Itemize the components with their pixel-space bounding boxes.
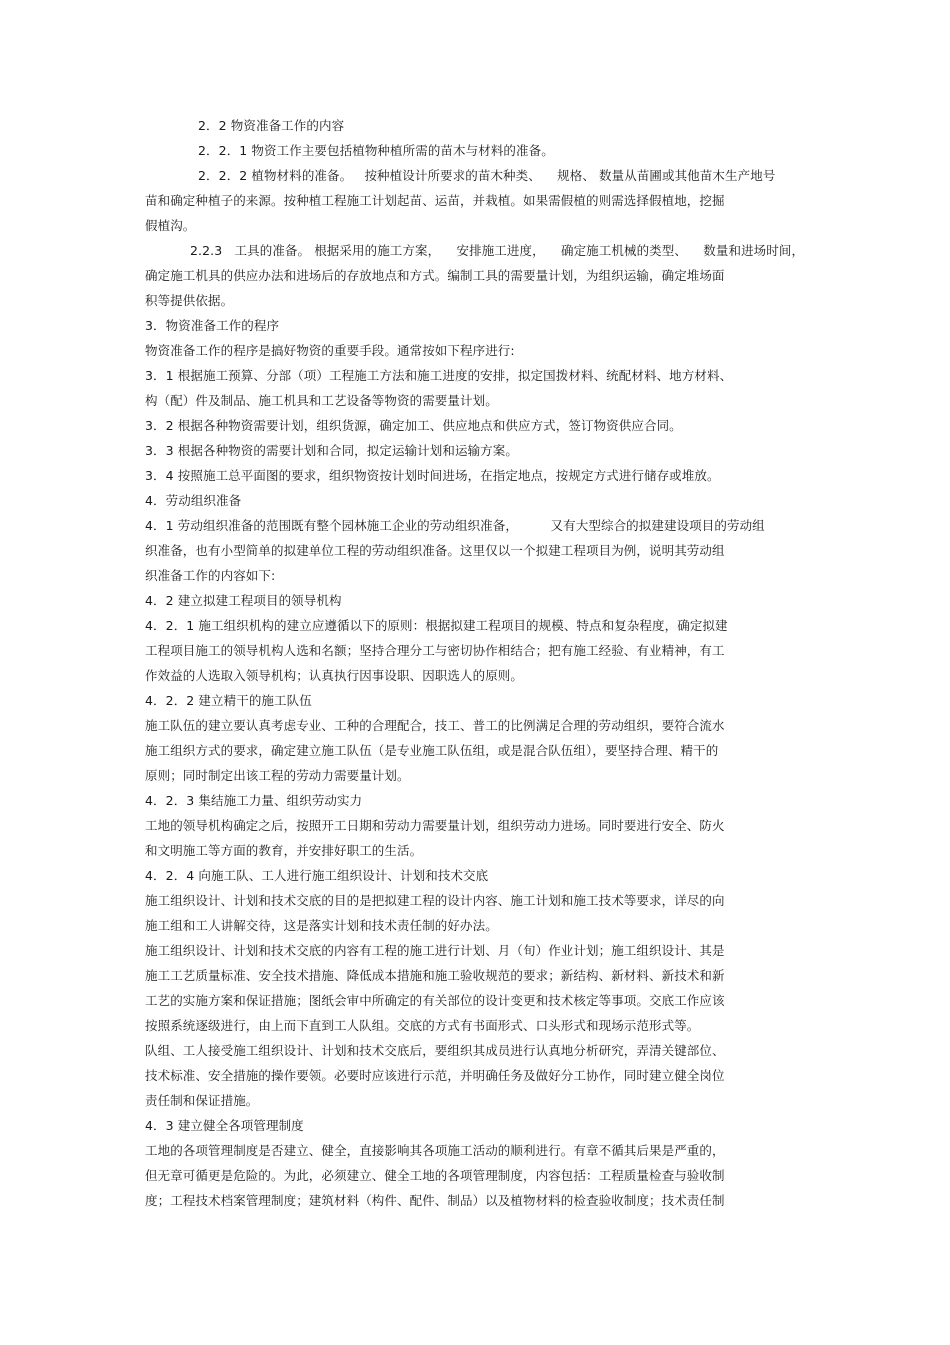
text-line: 但无章可循更是危险的。为此，必须建立、健全工地的各项管理制度，内容包括：工程质量检查与验收制	[145, 1168, 725, 1183]
paragraph-line	[145, 543, 725, 559]
paragraph-line	[145, 343, 515, 359]
text-line: 物资准备工作的程序是搞好物资的重要手段。通常按如下程序进行:	[145, 343, 515, 358]
text-line: 积等提供依据。	[145, 293, 234, 308]
paragraph-line	[145, 818, 725, 834]
text-line: 原则；同时制定出该工程的劳动力需要量计划。	[145, 768, 410, 783]
paragraph-line	[145, 743, 718, 759]
paragraph-line	[145, 768, 410, 784]
text-line: 工程项目施工的领导机构人选和名额；坚持合理分工与密切协作相结合；把有施工经验、有业精神，有工	[145, 643, 725, 658]
heading-3	[145, 318, 279, 334]
paragraph-line	[145, 668, 523, 684]
text-line: 施工组织设计、计划和技术交底的目的是把拟建工程的设计内容、施工计划和施工技术等要求，详尽的向	[145, 893, 725, 908]
paragraph-line	[145, 293, 233, 309]
text-line: 按照系统逐级进行，由上而下直到工人队组。交底的方式有书面形式、口头形式和现场示范形式等。	[145, 1018, 700, 1033]
text-line: 施工组和工人讲解交待，这是落实计划和技术责任制的好办法。	[145, 918, 498, 933]
text-line: 4．2．1 施工组织机构的建立应遵循以下的原则：根据拟建工程项目的规模、特点和复杂程度，确定拟建	[145, 618, 728, 633]
paragraph-line	[198, 143, 554, 159]
text-line: 4．2 建立拟建工程项目的领导机构	[145, 593, 342, 608]
heading-4-2-3	[145, 793, 362, 809]
text-line: 责任制和保证措施。	[145, 1093, 259, 1108]
paragraph-line	[145, 843, 422, 859]
paragraph-line	[145, 993, 725, 1009]
paragraph-line	[145, 918, 498, 934]
paragraph-line	[198, 168, 775, 184]
text-line: 施工组织设计、计划和技术交底的内容有工程的施工进行计划、月（旬）作业计划；施工组织设计、其是	[145, 943, 725, 958]
text-line: 度；工程技术档案管理制度；建筑材料（构件、配件、制品）以及植物材料的检查验收制度；技术责任制	[145, 1193, 725, 1208]
paragraph-line	[145, 418, 682, 434]
paragraph-line	[145, 968, 725, 984]
text-line: 2．2．2 植物材料的准备。 按种植设计所要求的苗木种类、 规格、 数量从苗圃或其他苗木生产地号	[198, 168, 776, 183]
paragraph-line	[145, 1068, 725, 1084]
paragraph-line	[145, 568, 275, 584]
paragraph-line	[145, 1143, 725, 1159]
text-line: 工艺的实施方案和保证措施；图纸会审中所确定的有关部位的设计变更和技术核定等事项。交底工作应该	[145, 993, 725, 1008]
heading-4-2	[145, 593, 342, 609]
text-line: 4．1 劳动组织准备的范围既有整个园林施工企业的劳动组织准备， 又有大型综合的拟建建设项目的劳动组	[145, 518, 765, 533]
text-line: 4．3 建立健全各项管理制度	[145, 1118, 304, 1133]
text-line: 工地的领导机构确定之后，按照开工日期和劳动力需要量计划，组织劳动力进场。同时要进行安全、防火	[145, 818, 725, 833]
text-line: 施工队伍的建立要认真考虑专业、工种的合理配合，技工、普工的比例满足合理的劳动组织，要符合流水	[145, 718, 725, 733]
text-line: 2.2.3 工具的准备。 根据采用的施工方案， 安排施工进度， 确定施工机械的类型、 数量和进场时间，	[190, 243, 805, 258]
text-line: 3．2 根据各种物资需要计划，组织货源，确定加工、供应地点和供应方式，签订物资供应合同。	[145, 418, 682, 433]
text-line: 3．3 根据各种物资的需要计划和合同，拟定运输计划和运输方案。	[145, 443, 518, 458]
text-line: 队组、工人接受施工组织设计、计划和技术交底后，要组织其成员进行认真地分析研究，弄清关键部位、	[145, 1043, 725, 1058]
text-line: 确定施工机具的供应办法和进场后的存放地点和方式。编制工具的需要量计划，为组织运输，确定堆场面	[145, 268, 725, 283]
text-line: 2．2．1 物资工作主要包括植物种植所需的苗木与材料的准备。	[198, 143, 554, 158]
text-line: 4．2．3 集结施工力量、组织劳动实力	[145, 793, 363, 808]
text-line: 工地的各项管理制度是否建立、健全，直接影响其各项施工活动的顺利进行。有章不循其后果是严重的，	[145, 1143, 725, 1158]
text-line: 假植沟。	[145, 218, 196, 233]
text-line: 施工组织方式的要求，确定建立施工队伍（是专业施工队伍组，或是混合队伍组），要坚持合理、精干的	[145, 743, 719, 758]
paragraph-line	[145, 1193, 725, 1209]
paragraph-line	[190, 243, 804, 259]
text-line: 2．2 物资准备工作的内容	[198, 118, 345, 133]
text-line: 织准备，也有小型简单的拟建单位工程的劳动组织准备。这里仅以一个拟建工程项目为例，说明其劳动组	[145, 543, 725, 558]
paragraph-line	[145, 618, 728, 634]
heading-4-2-2	[145, 693, 312, 709]
text-line: 和文明施工等方面的教育，并安排好职工的生活。	[145, 843, 423, 858]
heading-4-2-4	[145, 868, 488, 884]
text-line: 3．4 按照施工总平面图的要求，组织物资按计划时间进场，在指定地点，按规定方式进行储存或堆放。	[145, 468, 720, 483]
paragraph-line	[145, 468, 720, 484]
text-line: 苗和确定种植子的来源。按种植工程施工计划起苗、运苗，并栽植。如果需假植的则需选择假植地，挖掘	[145, 193, 725, 208]
text-line: 构（配）件及制品、施工机具和工艺设备等物资的需要量计划。	[145, 393, 498, 408]
paragraph-line	[145, 1168, 725, 1184]
paragraph-line	[145, 643, 725, 659]
paragraph-line	[145, 1018, 699, 1034]
paragraph-line	[145, 893, 725, 909]
paragraph-line	[145, 393, 498, 409]
paragraph-line	[145, 193, 725, 209]
paragraph-line	[145, 1093, 258, 1109]
text-line: 作效益的人选取入领导机构；认真执行因事设职、因职选人的原则。	[145, 668, 524, 683]
text-line: 4．2．4 向施工队、工人进行施工组织设计、计划和技术交底	[145, 868, 489, 883]
paragraph-line	[145, 368, 732, 384]
text-line: 织准备工作的内容如下:	[145, 568, 276, 583]
paragraph-line	[145, 718, 725, 734]
text-line: 3．物资准备工作的程序	[145, 318, 280, 333]
paragraph-line	[145, 518, 765, 534]
text-line: 3．1 根据施工预算、分部（项）工程施工方法和施工进度的安排，拟定国拨材料、统配材料、地方材料、	[145, 368, 733, 383]
paragraph-line	[145, 218, 195, 234]
text-line: 施工工艺质量标准、安全技术措施、降低成本措施和施工验收规范的要求；新结构、新材料、新技术和新	[145, 968, 725, 983]
heading-4-3	[145, 1118, 304, 1134]
text-line: 技术标准、安全措施的操作要领。必要时应该进行示范，并明确任务及做好分工协作，同时建立健全岗位	[145, 1068, 725, 1083]
heading-4	[145, 493, 241, 509]
paragraph-line	[145, 443, 518, 459]
paragraph-line	[145, 943, 725, 959]
text-line: 4．2．2 建立精干的施工队伍	[145, 693, 312, 708]
text-line: 4．劳动组织准备	[145, 493, 242, 508]
paragraph-line	[145, 268, 725, 284]
heading-2-2	[198, 118, 344, 134]
paragraph-line	[145, 1043, 725, 1059]
